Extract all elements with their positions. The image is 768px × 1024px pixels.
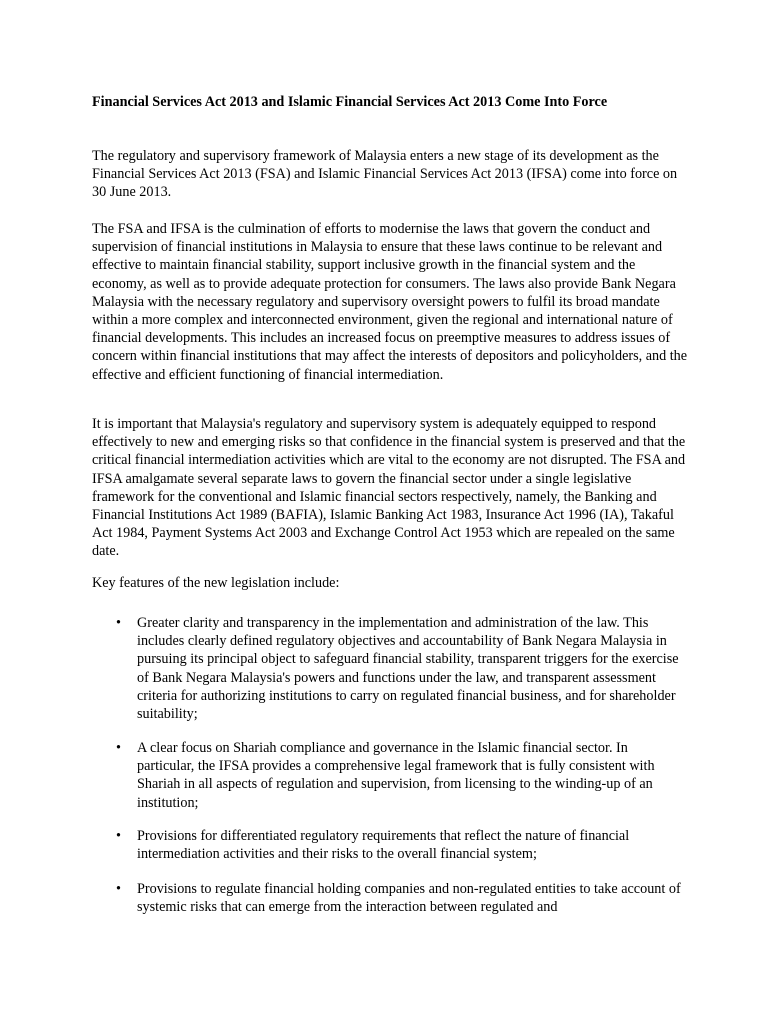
bullet-icon: • <box>116 881 121 897</box>
features-intro: Key features of the new legislation include: <box>92 575 340 591</box>
document-title: Financial Services Act 2013 and Islamic Financial Services Act 2013 Come Into Force <box>92 94 608 110</box>
paragraph-risks: It is important that Malaysia's regulatory and supervisory system is adequately equipped to respond effectively to new and emerging risks so that confidence in the financial system is preserved and that the critical financial intermediation activities which are vital to the economy are not disrupted. The FSA and IFSA amalgamate several separate laws to govern the financial sector under a single legislative framework for the conventional and Islamic financial sectors respectively, namely, the Banking and Financial Institutions Act 1989 (BAFIA), Islamic Banking Act 1983, Insurance Act 1996 (IA), Takaful Act 1984, Payment Systems Act 2003 and Exchange Control Act 1953 which are repealed on the same date. <box>92 416 686 560</box>
bullet-icon: • <box>116 740 121 756</box>
paragraph-intro: The regulatory and supervisory framework of Malaysia enters a new stage of its development as the Financial Services Act 2013 (FSA) and Islamic Financial Services Act 2013 (IFSA) come into force on 30 June 2013. <box>92 148 678 201</box>
list-item-text: A clear focus on Shariah compliance and governance in the Islamic financial sector. In particular, the IFSA provides a comprehensive legal framework that is fully consistent with Shariah in all aspects of regulation and supervision, from licensing to the winding-up of an institution; <box>137 740 655 811</box>
bullet-icon: • <box>116 828 121 844</box>
list-item-text: Greater clarity and transparency in the implementation and administration of the law. This includes clearly defined regulatory objectives and accountability of Bank Negara Malaysia in pursuing its principal object to safeguard financial stability, transparent triggers for the exercise of Bank Negara Malaysia's powers and functions under the law, and transparent assessment criteria for authorizing institutions to carry on regulated financial business, and for shareholder suitability; <box>137 615 679 723</box>
list-item-text: Provisions for differentiated regulatory requirements that reflect the nature of financial intermediation activities and their risks to the overall financial system; <box>137 828 630 863</box>
bullet-icon: • <box>116 615 121 631</box>
list-item-text: Provisions to regulate financial holding companies and non-regulated entities to take account of systemic risks that can emerge from the interaction between regulated and <box>137 881 681 916</box>
paragraph-culmination: The FSA and IFSA is the culmination of efforts to modernise the laws that govern the conduct and supervision of financial institutions in Malaysia to ensure that these laws continue to be relevant and effective to maintain financial stability, support inclusive growth in the financial system and the economy, as well as to provide adequate protection for consumers. The laws also provide Bank Negara Malaysia with the necessary regulatory and supervisory oversight powers to fulfil its broad mandate within a more complex and interconnected environment, given the regional and international nature of financial developments. This includes an increased focus on preemptive measures to address issues of concern within financial institutions that may affect the interests of depositors and policyholders, and the effective and efficient functioning of financial intermediation. <box>92 221 688 383</box>
